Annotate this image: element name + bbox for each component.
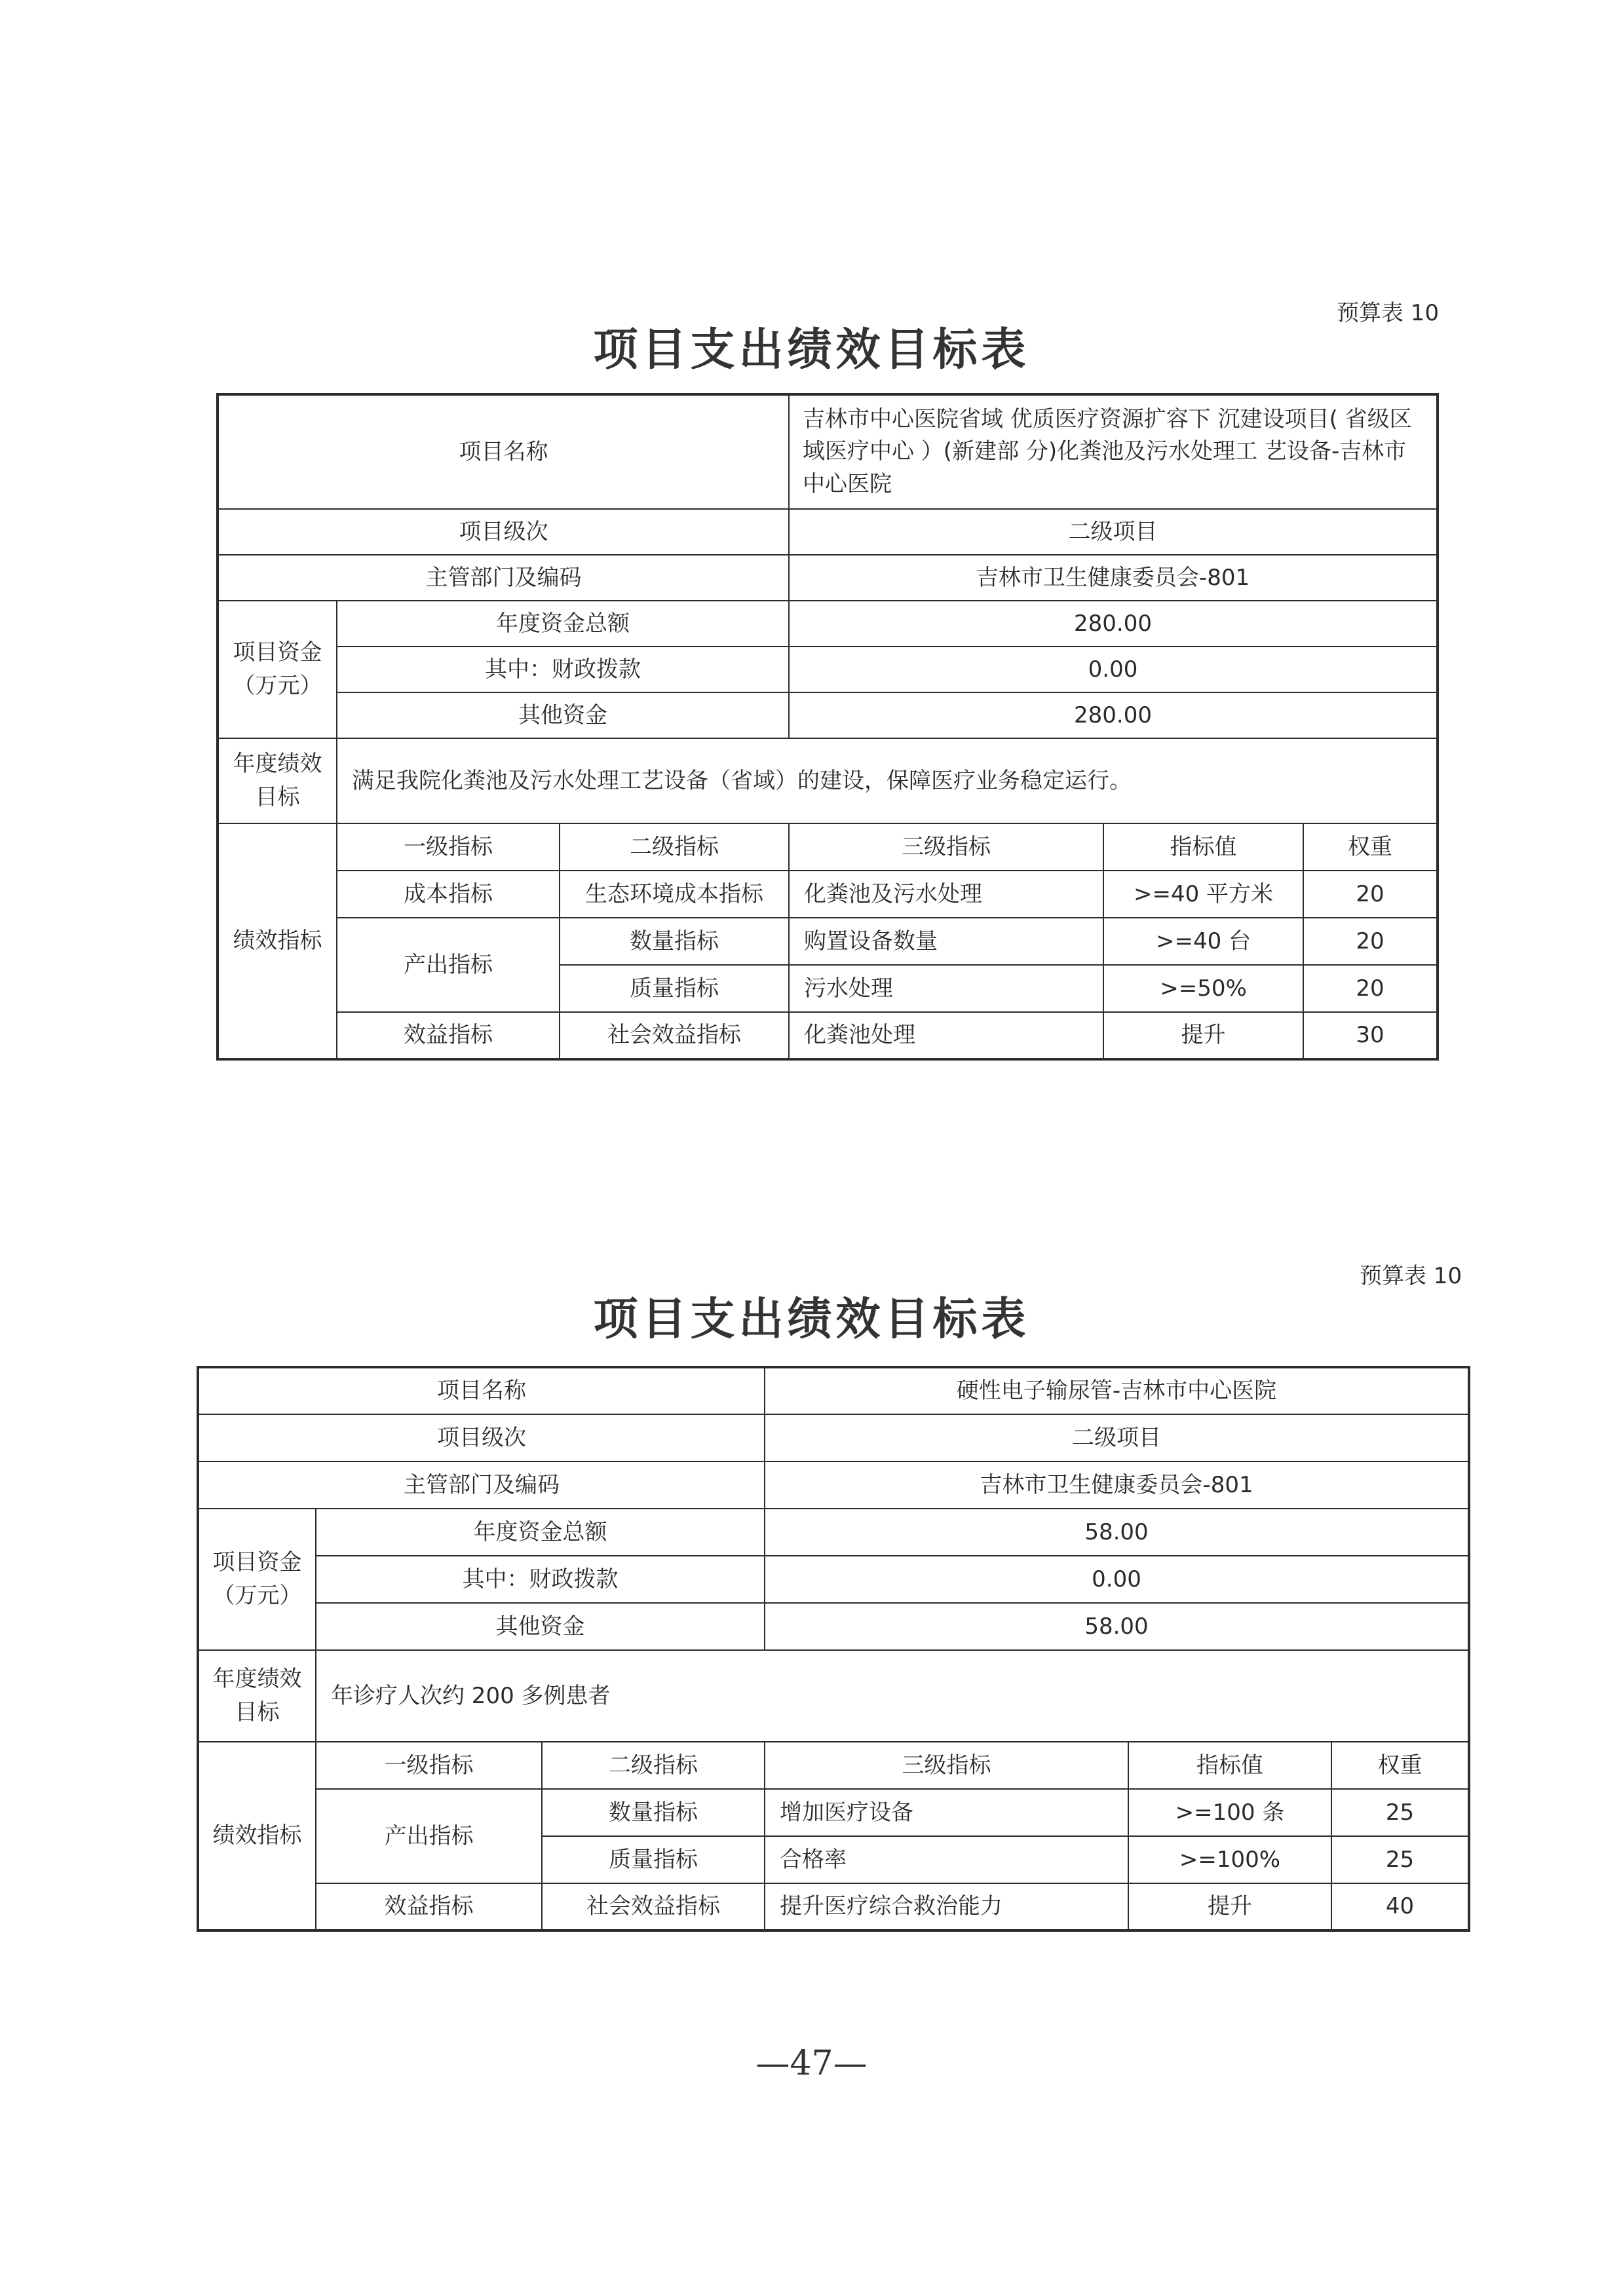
project-level-value: 二级项目 [765,1414,1469,1461]
annual-goal-label: 年度绩效目标 [198,1650,316,1742]
col-weight-header: 权重 [1331,1742,1469,1789]
level1-cell: 效益指标 [316,1883,542,1930]
weight-cell: 25 [1331,1836,1469,1883]
col-weight-header: 权重 [1303,823,1438,871]
level2-cell: 生态环境成本指标 [560,871,789,918]
col-level2-header: 二级指标 [542,1742,765,1789]
weight-cell: 25 [1331,1789,1469,1836]
annual-total-label: 年度资金总额 [316,1509,765,1556]
annual-total-value: 58.00 [765,1509,1469,1556]
table-row [218,871,1438,918]
project-level-label: 项目级次 [218,509,789,555]
table-row [218,918,1438,965]
fiscal-value: 0.00 [765,1556,1469,1603]
level2-cell: 数量指标 [542,1789,765,1836]
col-value-header: 指标值 [1128,1742,1331,1789]
col-level3-header: 三级指标 [789,823,1103,871]
fiscal-label: 其中：财政拨款 [337,647,789,692]
level3-cell: 增加医疗设备 [765,1789,1128,1836]
value-cell: >=100 条 [1128,1789,1331,1836]
col-level2-header: 二级指标 [560,823,789,871]
weight-cell: 40 [1331,1883,1469,1930]
col-level1-header: 一级指标 [316,1742,542,1789]
project-name-label: 项目名称 [198,1367,765,1414]
fiscal-label: 其中：财政拨款 [316,1556,765,1603]
level2-cell: 数量指标 [560,918,789,965]
form-title: 项目支出绩效目标表 [593,1294,1030,1346]
level3-cell: 购置设备数量 [789,918,1103,965]
funds-label: 项目资金（万元） [198,1509,316,1650]
annual-goal-label: 年度绩效目标 [218,738,337,823]
table-row [198,1789,1469,1836]
performance-table-2 [197,1366,1470,1932]
other-funds-label: 其他资金 [316,1603,765,1650]
annual-total-label: 年度资金总额 [337,601,789,647]
value-cell: >=100% [1128,1836,1331,1883]
annual-goal-value: 满足我院化粪池及污水处理工艺设备（省域）的建设，保障医疗业务稳定运行。 [337,738,1438,823]
page-number: —47— [755,2044,868,2083]
project-name-value: 吉林市中心医院省域 优质医疗资源扩容下 沉建设项目( 省级区 域医疗中心 ）(新建部 分)化粪池及污水处理工 艺设备-吉林市中心医院 [789,394,1438,509]
col-value-header: 指标值 [1103,823,1303,871]
weight-cell: 30 [1303,1012,1438,1059]
department-label: 主管部门及编码 [218,555,789,601]
level3-cell: 化粪池及污水处理 [789,871,1103,918]
value-cell: >=50% [1103,965,1303,1012]
level2-cell: 社会效益指标 [542,1883,765,1930]
value-cell: 提升 [1103,1012,1303,1059]
col-level1-header: 一级指标 [337,823,560,871]
project-level-label: 项目级次 [198,1414,765,1461]
indicators-label: 绩效指标 [218,823,337,1059]
level1-cell: 产出指标 [316,1789,542,1883]
form-label: 预算表 10 [1337,300,1440,326]
funds-label: 项目资金（万元） [218,601,337,738]
form-title: 项目支出绩效目标表 [593,324,1030,376]
other-funds-value: 280.00 [789,692,1438,738]
department-value: 吉林市卫生健康委员会-801 [789,555,1438,601]
col-level3-header: 三级指标 [765,1742,1128,1789]
department-label: 主管部门及编码 [198,1461,765,1509]
level3-cell: 合格率 [765,1836,1128,1883]
value-cell: >=40 台 [1103,918,1303,965]
annual-goal-value: 年诊疗人次约 200 多例患者 [316,1650,1469,1742]
table-row [218,1012,1438,1059]
level3-cell: 污水处理 [789,965,1103,1012]
project-name-value: 硬性电子输尿管-吉林市中心医院 [765,1367,1469,1414]
other-funds-label: 其他资金 [337,692,789,738]
weight-cell: 20 [1303,918,1438,965]
fiscal-value: 0.00 [789,647,1438,692]
value-cell: >=40 平方米 [1103,871,1303,918]
weight-cell: 20 [1303,871,1438,918]
level1-cell: 产出指标 [337,918,560,1012]
other-funds-value: 58.00 [765,1603,1469,1650]
level2-cell: 质量指标 [560,965,789,1012]
value-cell: 提升 [1128,1883,1331,1930]
level2-cell: 质量指标 [542,1836,765,1883]
table-row [198,1883,1469,1930]
annual-total-value: 280.00 [789,601,1438,647]
performance-table-1 [216,393,1439,1061]
department-value: 吉林市卫生健康委员会-801 [765,1461,1469,1509]
weight-cell: 20 [1303,965,1438,1012]
project-level-value: 二级项目 [789,509,1438,555]
level3-cell: 化粪池处理 [789,1012,1103,1059]
level2-cell: 社会效益指标 [560,1012,789,1059]
project-name-label: 项目名称 [218,394,789,509]
level1-cell: 效益指标 [337,1012,560,1059]
level3-cell: 提升医疗综合救治能力 [765,1883,1128,1930]
indicators-label: 绩效指标 [198,1742,316,1930]
level1-cell: 成本指标 [337,871,560,918]
form-label: 预算表 10 [1360,1263,1462,1289]
